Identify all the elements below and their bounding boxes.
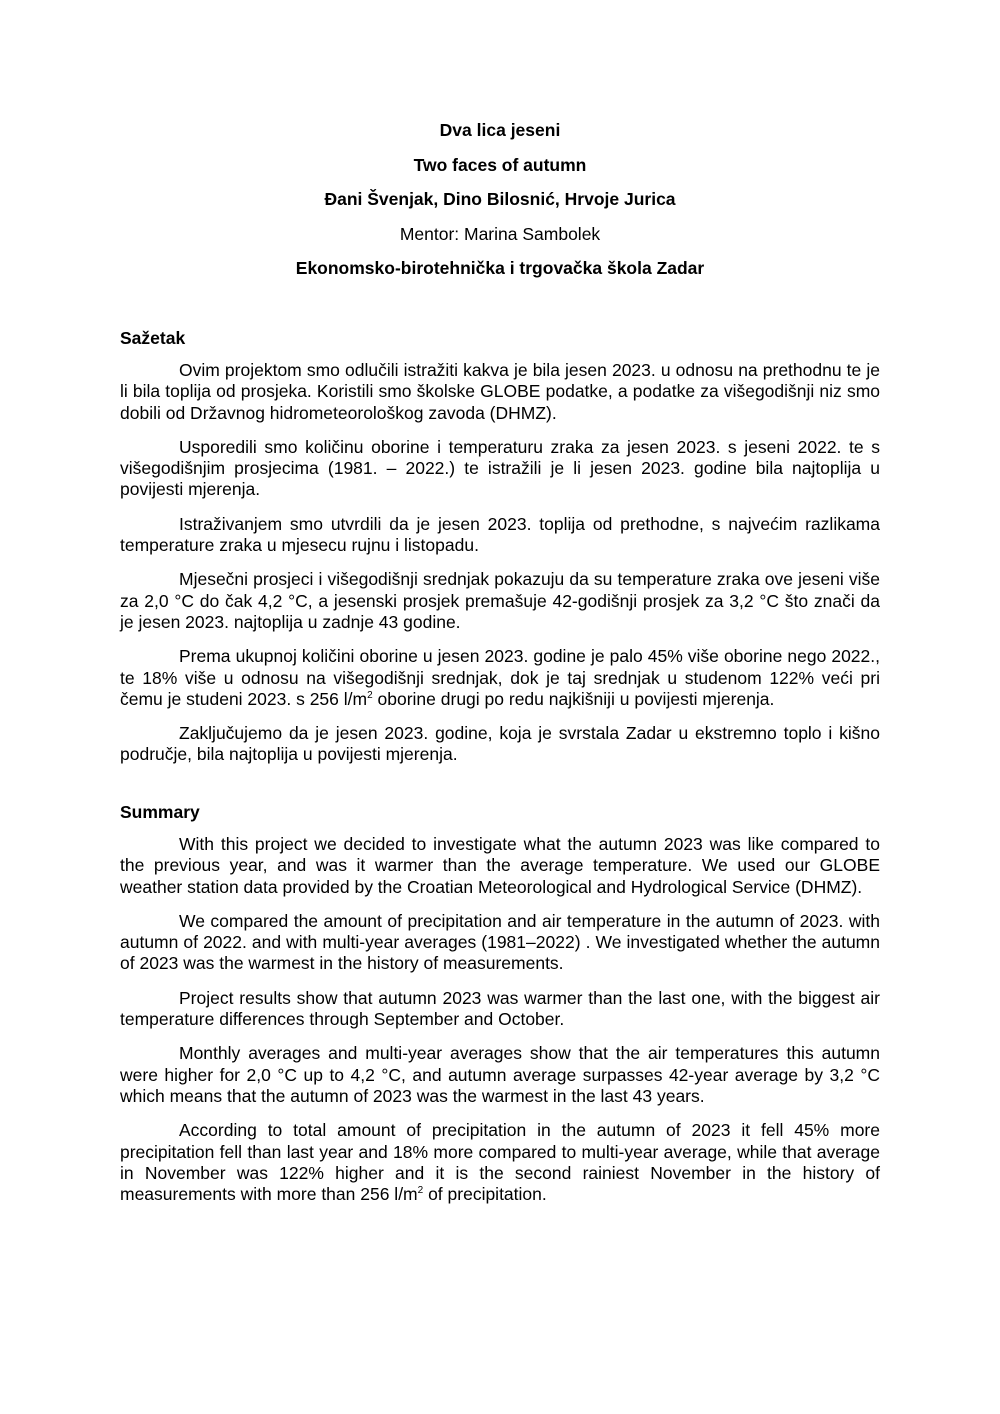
summary-paragraph-5-tail: of precipitation. — [423, 1184, 547, 1205]
sazetak-paragraph-1: Ovim projektom smo odlučili istražiti kakva je bila jesen 2023. u odnosu na prethodnu te je li bila toplija od prosjeka. Koristili smo školske GLOBE podatke, a podatke za višegodišnji niz smo dobili od Državnog hidrometeorološkog zavoda (DHMZ). — [120, 360, 880, 423]
summary-paragraph-4: Monthly averages and multi-year averages show that the air temperatures this autumn were higher for 2,0 °C up to 4,2 °C, and autumn average surpasses 42-year average by 3,2 °C which means that the autumn of 2023 was the warmest in the last 43 years. — [120, 1043, 880, 1106]
sazetak-paragraph-2: Usporedili smo količinu oborine i temperaturu zraka za jesen 2023. s jeseni 2022. te s višegodišnjim prosjecima (1981. – 2022.) te istražili je li jesen 2023. godine bila najtoplija u povijesti mjerenja. — [120, 436, 880, 500]
sazetak-paragraph-5-tail: oborine drugi po redu najkišniji u povijesti mjerenja. — [372, 688, 775, 709]
summary-section — [120, 801, 880, 1218]
summary-paragraph-2: We compared the amount of precipitation and air temperature in the autumn of 2023. with autumn of 2022. and with multi-year averages (1981–2022) . We investigated whether the autumn of 2023 was the warmest in the history of measurements. — [120, 910, 880, 974]
school: Ekonomsko-birotehnička i trgovačka škola Zadar — [295, 258, 705, 279]
authors: Đani Švenjak, Dino Bilosnić, Hrvoje Jurica — [324, 189, 676, 210]
superscript: 2 — [367, 689, 373, 701]
sazetak-paragraph-5 — [120, 646, 880, 710]
mentor: Mentor: Marina Sambolek — [399, 223, 601, 244]
sazetak-paragraph-3: Istraživanjem smo utvrdili da je jesen 2023. toplija od prethodne, s najvećim razlikama temperature zraka u mjesecu rujnu i listopadu. — [120, 513, 880, 556]
sazetak-paragraph-5-text: Prema ukupnoj količini oborine u jesen 2023. godine je palo 45% više oborine nego 2022., te 18% više u odnosu na višegodišnji srednjak, dok je taj srednjak u studenom 122% veći pri čemu je studeni 2023. s 256 l/m — [120, 646, 880, 709]
sazetak-heading: Sažetak — [120, 328, 186, 348]
summary-paragraph-5 — [120, 1120, 880, 1205]
document-header — [0, 118, 1000, 291]
summary-paragraph-5-text: According to total amount of precipitation in the autumn of 2023 it fell 45% more precipitation fell than last year and 18% more compared to multi-year average, while that average in November was 122% higher and it is the second rainiest November in the history of measurements with more than 256 l/m — [120, 1120, 880, 1205]
title-english: Two faces of autumn — [413, 154, 587, 175]
summary-paragraph-3: Project results show that autumn 2023 was warmer than the last one, with the biggest air temperature differences through September and October. — [120, 987, 880, 1030]
sazetak-paragraph-4: Mjesečni prosjeci i višegodišnji srednjak pokazuju da su temperature zraka ove jeseni više za 2,0 °C do čak 4,2 °C, a jesenski prosjek premašuje 42-godišnji prosjek za 3,2 °C što znači da je jesen 2023. najtoplija u zadnje 43 godine. — [120, 569, 880, 632]
summary-paragraph-1: With this project we decided to investigate what the autumn 2023 was like compared to the previous year, and was it warmer than the average temperature. We used our GLOBE weather station data provided by the Croatian Meteorological and Hydrological Service (DHMZ). — [120, 834, 880, 897]
sazetak-paragraph-6: Zaključujemo da je jesen 2023. godine, koja je svrstala Zadar u ekstremno toplo i kišno područje, bila najtoplija u povijesti mjerenja. — [120, 723, 880, 765]
sazetak-section — [120, 327, 880, 779]
title-croatian: Dva lica jeseni — [439, 120, 561, 140]
summary-heading: Summary — [120, 802, 200, 822]
superscript: 2 — [417, 1185, 424, 1197]
